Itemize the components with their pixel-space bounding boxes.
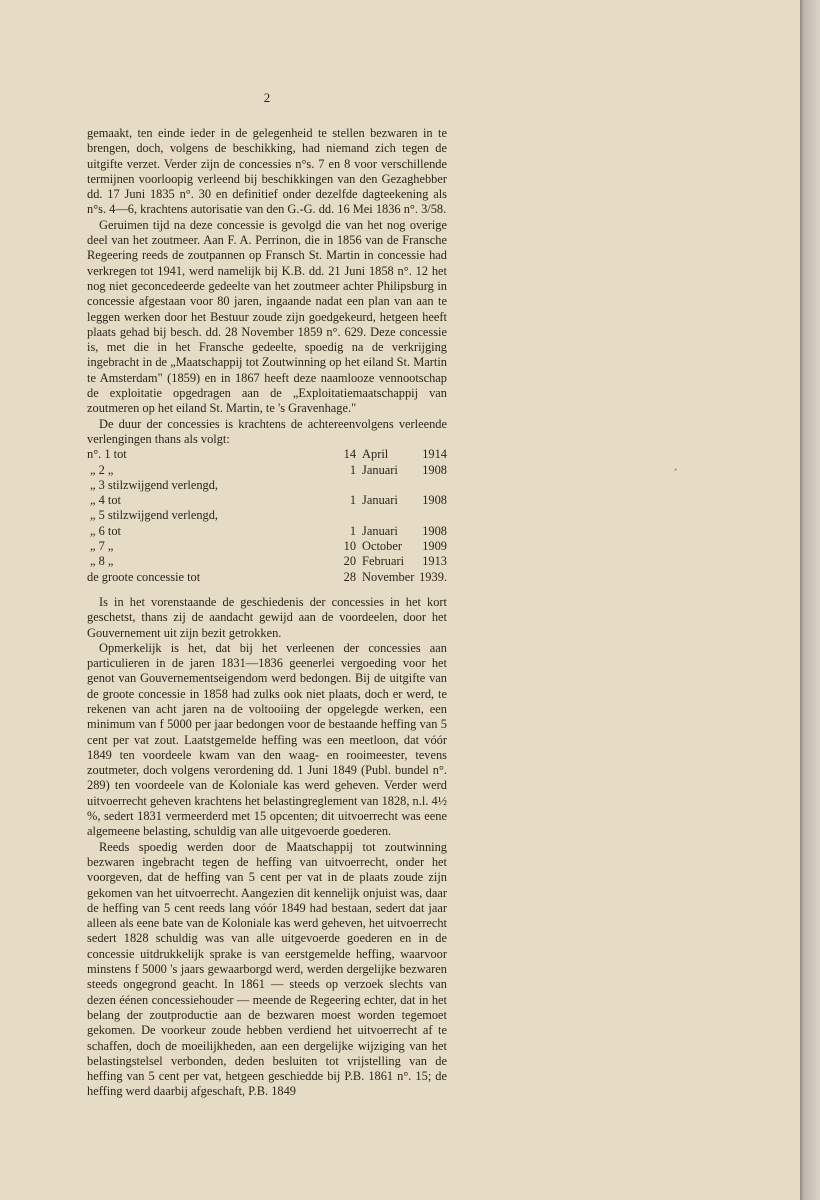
concession-row xyxy=(87,493,447,508)
concession-year: 1939. xyxy=(419,569,447,584)
concession-row xyxy=(87,554,447,569)
concession-month: Februari xyxy=(362,554,405,569)
concession-row xyxy=(87,463,447,478)
paragraph-3: De duur der concessies is krachtens de achtereenvolgens verleende verlengingen thans als volgt: xyxy=(87,416,447,446)
concession-label: „ 2 „ xyxy=(90,462,114,477)
concession-year: 1908 xyxy=(422,523,447,538)
concession-label: „ 4 tot xyxy=(90,493,121,508)
concession-row xyxy=(87,508,447,523)
concession-day: 20 xyxy=(343,554,357,569)
concession-month xyxy=(359,478,414,493)
concession-year xyxy=(414,508,447,523)
concession-label: „ 8 „ xyxy=(90,554,114,569)
paragraph-5: Opmerkelijk is het, dat bij het verleenen der concessies aan particulieren in de jaren 1831—1836 geenerlei vergoeding voor het genot van Gouvernementseigendom werd bedongen. Bij de uitgifte van de groote concessie in 1858 had zulks ook niet plaats, doch er werd, te rekenen van acht jaren na de voltooiing der opgelegde werken, een minimum van f 5000 per jaar bedongen voor de bestaande heffing van 5 cent per vat zout. Laatstgemelde heffing was een meetloon, dat vóór 1849 ten voordeele kwam van den waag- en rooimeester, tevens zoutmeter, doch volgens verordening dd. 1 Juni 1849 (Publ. bundel n°. 289) ten voordeele van de Koloniale kas werd geheven. Verder werd uitvoerrecht geheven krachtens het belastingreglement van 1828, n.l. 4½ %, sedert 1831 vermeerderd met 15 opcenten; dit uitvoerrecht was eene algemeene belasting, schuldig van alle uitgevoerde goederen. xyxy=(87,640,447,839)
concession-day: 1 xyxy=(349,462,357,477)
concession-day: 28 xyxy=(343,569,357,584)
concession-label: de groote concessie tot xyxy=(87,569,201,584)
concession-day: 1 xyxy=(349,523,357,538)
concession-row xyxy=(87,478,447,493)
concession-year: 1908 xyxy=(422,493,447,508)
concession-row xyxy=(87,524,447,539)
concession-month: November xyxy=(362,569,415,584)
paragraph-6: Reeds spoedig werden door de Maatschappij tot zoutwinning bezwaren ingebracht tegen de heffing van uitvoerrecht, onder het voorgeven, dat de heffing van 5 cent per vat in de plaats zoude zijn gekomen van het uitvoerrecht. Aangezien dit kennelijk onjuist was, daar de heffing van 5 cent reeds lang vóór 1849 had bestaan, sedert dat jaar alleen als eene bate van de Koloniale kas werd geheven, het uitvoerrecht sedert 1828 schuldig was van alle uitgevoerde goederen en in de concessie uitdrukkelijk sprake is van eerstgemelde heffing, waarvoor minstens f 5000 's jaars gewaarborgd werd, werden dergelijke bezwaren steeds ongegrond geacht. In 1861 — steeds op verzoek slechts van dezen éénen concessiehouder — meende de Regeering echter, dat in het belang der zoutproductie aan de bezwaren moest worden tegemoet gekomen. De voorkeur zoude hebben verdiend het uitvoerrecht af te schaffen, doch de moeilijkheden, aan een dergelijke wijziging van het belastingstelsel verbonden, deden besluiten tot vrijstelling van de heffing van 5 cent per vat, hetgeen geschiedde bij P.B. 1861 n°. 15; de heffing werd daarbij afgeschaft, P.B. 1849 xyxy=(87,839,447,1099)
paragraph-4: Is in het vorenstaande de geschiedenis der concessies in het kort geschetst, thans zij de aandacht gewijd aan de voordeelen, door het Gouvernement uit zijn bezit getrokken. xyxy=(87,594,447,640)
concession-day xyxy=(318,508,359,523)
concession-label: n°. 1 tot xyxy=(87,447,127,462)
concession-row xyxy=(87,539,447,554)
concession-label: „ 6 tot xyxy=(90,523,121,538)
concession-row xyxy=(87,447,447,462)
concession-month: Januari xyxy=(362,523,398,538)
concession-month: Januari xyxy=(362,462,398,477)
page-edge xyxy=(800,0,820,1200)
paragraph-2: Geruimen tijd na deze concessie is gevolgd die van het nog overige deel van het zoutmeer. Aan F. A. Perrinon, die in 1856 van de Fransche Regeering reeds de zoutpannen op Fransch St. Martin in concessie had verkregen tot 1941, werd namelijk bij K.B. dd. 21 Juni 1858 n°. 12 het nog niet geconcedeerde gedeelte van het zoutmeer achter Philipsburg in concessie afgestaan voor 80 jaren, ingaande nadat een plan van aan te leggen werken door het Bestuur zoude zijn goedgekeurd, hetgeen heeft plaats gehad bij besch. dd. 28 November 1859 n°. 629. Deze concessie is, met die in het Fransche gedeelte, spoedig na de verkrijging ingebracht in de „Maatschappij tot Zoutwinning op het eiland St. Martin te Amsterdam" (1859) en in 1867 heeft deze naamlooze vennootschap de exploitatie opgedragen aan de „Exploitatiemaatschappij van zoutmeren op het eiland St. Martin, te 's Gravenhage." xyxy=(87,217,447,416)
concession-day xyxy=(318,478,359,493)
concession-year: 1913 xyxy=(422,554,447,569)
paragraph-1: gemaakt, ten einde ieder in de gelegenheid te stellen bezwaren in te brengen, doch, volgens de beschikking, had niemand zich tegen de uitgifte verzet. Verder zijn de concessies n°s. 7 en 8 voor verschillende termijnen voorloopig verleend bij beschikkingen van den Gezaghebber dd. 17 Juni 1835 n°. 30 en definitief onder dezelfde dagteekening als n°s. 4—6, krachtens autorisatie van den G.-G. dd. 16 Mei 1836 n°. 3/58. xyxy=(87,126,447,217)
concession-year: 1914 xyxy=(422,447,447,462)
page-body xyxy=(87,126,447,1100)
concession-table xyxy=(87,447,447,585)
concession-day: 14 xyxy=(343,447,357,462)
concession-month: Januari xyxy=(362,493,398,508)
concession-year: 1908 xyxy=(422,462,447,477)
concession-row xyxy=(87,570,447,585)
concession-year: 1909 xyxy=(422,539,447,554)
concession-label: „ 7 „ xyxy=(90,539,114,554)
concession-label: „ 3 stilzwijgend verlengd, xyxy=(90,477,219,492)
concession-day: 1 xyxy=(349,493,357,508)
concession-label: „ 5 stilzwijgend verlengd, xyxy=(90,508,219,523)
concession-month: April xyxy=(362,447,389,462)
page-number: 2 xyxy=(263,90,271,105)
concession-year xyxy=(414,478,447,493)
concession-month xyxy=(359,508,414,523)
concession-day: 10 xyxy=(343,539,357,554)
margin-mark: ‸ xyxy=(674,460,678,471)
concession-month: October xyxy=(362,539,402,554)
